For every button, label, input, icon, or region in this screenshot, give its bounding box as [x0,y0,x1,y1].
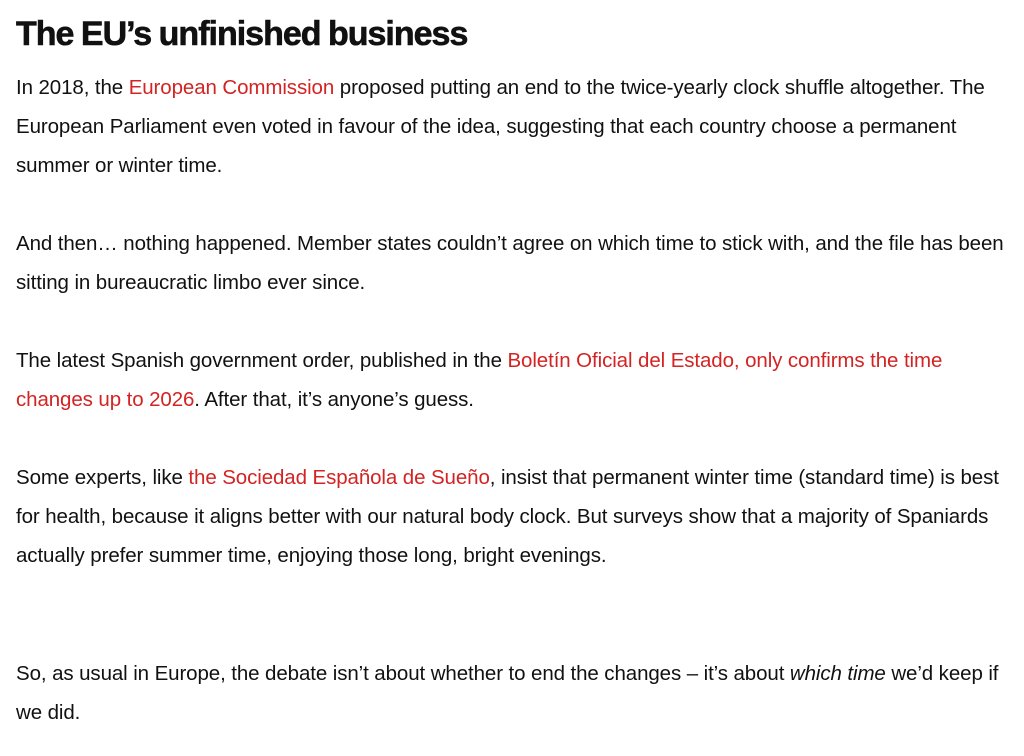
paragraph-text: . After that, it’s anyone’s guess. [194,388,474,412]
paragraph-debate [16,654,1016,732]
paragraph-text: Some experts, like [16,466,189,489]
paragraph-text: , insist that permanent winter time (standard time) is best for health, because it aligns better with our natural body clock. But surveys show that a majority of Spaniards actually prefer summer time, enjoying those long, bright evenings. [16,466,999,568]
paragraph-text: we’d keep if we did. [16,662,999,725]
paragraph-experts [16,458,1016,576]
paragraph-spanish-order [16,341,1016,419]
paragraph-text: In 2018, the [16,76,129,99]
article [16,12,1016,725]
paragraph-eu-proposal [16,68,1016,186]
boletin-oficial-link[interactable]: Boletín Oficial del Estado, only confirms the time changes up to 2026 [16,349,943,412]
european-commission-link[interactable]: European Commission [128,76,335,99]
paragraph-text: proposed putting an end to the twice-yearly clock shuffle altogether. The European Parliament even voted in favour of the idea, suggesting that each country choose a permanent summer or winter time. [16,76,985,178]
paragraph-text: So, as usual in Europe, the debate isn’t about whether to end the changes – it’s about [16,662,790,685]
paragraph-nothing-happened: And then… nothing happened. Member states couldn’t agree on which time to stick with, and the file has been sitting in bureaucratic limbo ever since. [16,232,1004,295]
paragraph-text: The latest Spanish government order, published in the [16,349,508,372]
article-title: The EU’s unfinished business [16,15,468,53]
sociedad-espanola-sueno-link[interactable]: the Sociedad Española de Sueño [188,466,490,489]
emphasis-text: which time [789,662,886,685]
